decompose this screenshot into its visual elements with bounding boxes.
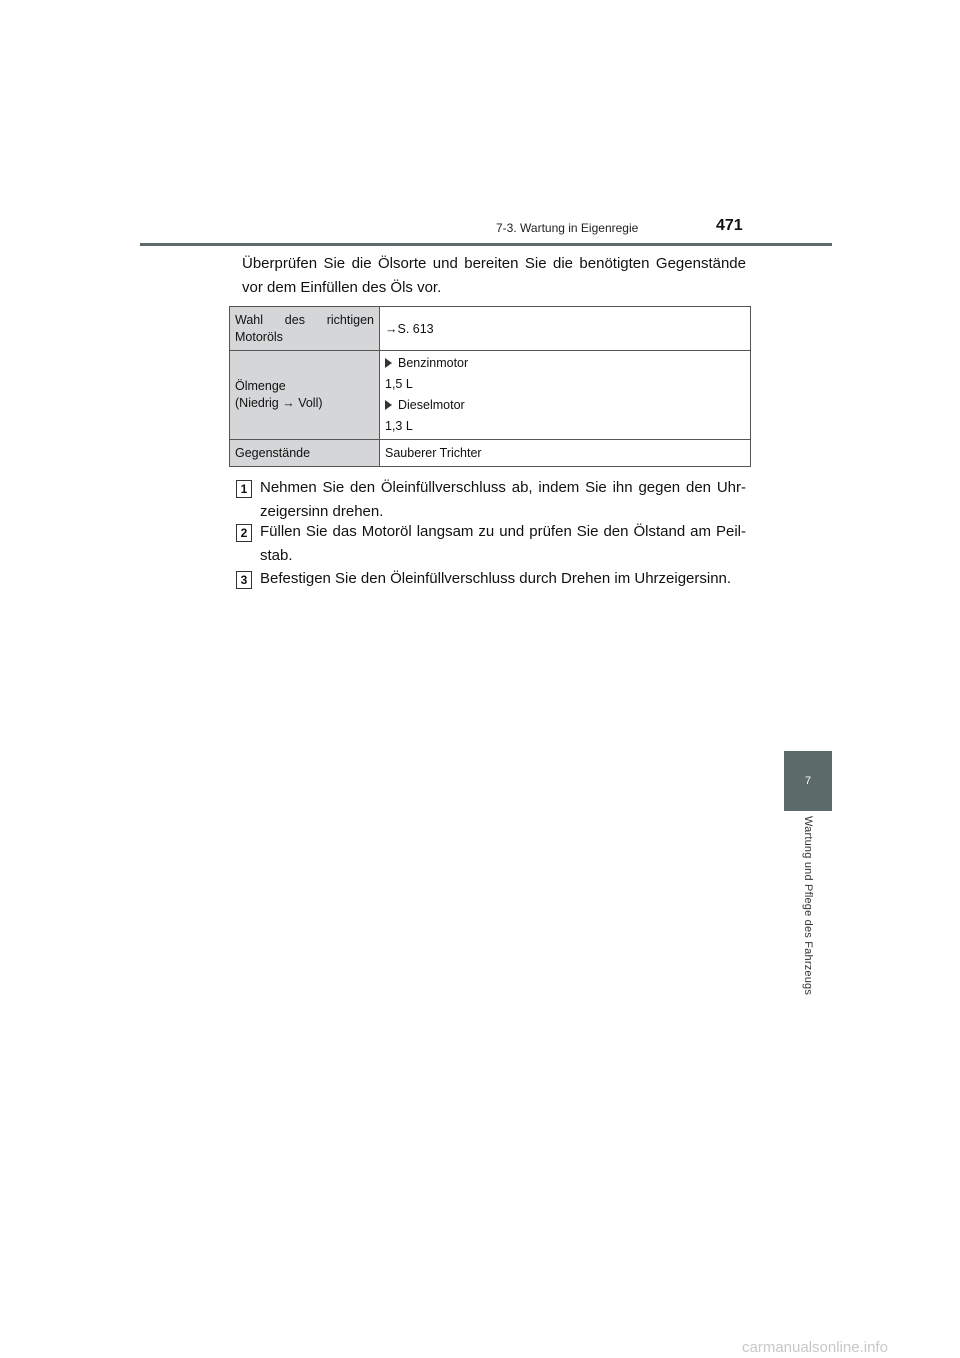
step-number-badge: 1: [236, 480, 252, 498]
step-3: [236, 567, 746, 591]
oil-quantity-label: Ölmenge: [235, 379, 286, 393]
oil-quantity-range-label: (Niedrig → Voll): [235, 396, 323, 410]
triangle-bullet-icon: [385, 358, 392, 368]
oil-amount-diesel: 1,3 L: [385, 419, 413, 433]
table-label-cell: [230, 307, 380, 351]
engine-type-label: Dieselmotor: [398, 398, 465, 412]
section-title: 7-3. Wartung in Eigenregie: [496, 221, 639, 235]
step-1: [236, 476, 746, 524]
step-text: Nehmen Sie den Öleinfüllverschluss ab, indem Sie ihn gegen den Uhr-zeigersinn drehen.: [260, 479, 746, 520]
engine-heading-petrol: [385, 353, 745, 374]
step-text: Füllen Sie das Motoröl langsam zu und prüfen Sie den Ölstand am Peil-stab.: [260, 523, 746, 564]
watermark: carmanualsonline.info: [742, 1339, 888, 1356]
oil-type-label: Wahl des richtigen Motoröls: [235, 312, 374, 344]
oil-amount-petrol: 1,5 L: [385, 377, 413, 391]
table-label-cell: [230, 440, 380, 467]
page-number: 471: [716, 217, 743, 234]
step-2: [236, 520, 746, 568]
items-value: Sauberer Trichter: [385, 446, 482, 460]
items-label: Gegenstände: [235, 446, 311, 460]
table-value-cell: [380, 440, 751, 467]
step-number-badge: 3: [236, 571, 252, 589]
oil-spec-table: [229, 306, 751, 467]
step-text: Befestigen Sie den Öleinfüllverschluss durch Drehen im Uhrzeigersinn.: [260, 570, 732, 587]
chapter-number: 7: [804, 775, 812, 787]
oil-type-reference: →S. 613: [385, 321, 434, 336]
intro-paragraph: Überprüfen Sie die Ölsorte und bereiten Sie die benötigten Gegenstände vor dem Einfüllen des Öls vor.: [242, 255, 746, 296]
engine-heading-diesel: [385, 395, 745, 416]
engine-type-label: Benzinmotor: [398, 356, 469, 370]
table-row: [230, 307, 751, 351]
table-row: [230, 351, 751, 440]
step-number-badge: 2: [236, 524, 252, 542]
table-value-cell: [380, 307, 751, 351]
header-divider: [140, 243, 832, 246]
triangle-bullet-icon: [385, 400, 392, 410]
table-label-cell: [230, 351, 380, 440]
chapter-title: Wartung und Pflege des Fahrzeugs: [802, 816, 814, 996]
table-row: [230, 440, 751, 467]
table-value-cell: [380, 351, 751, 440]
chapter-tab: [784, 751, 832, 811]
